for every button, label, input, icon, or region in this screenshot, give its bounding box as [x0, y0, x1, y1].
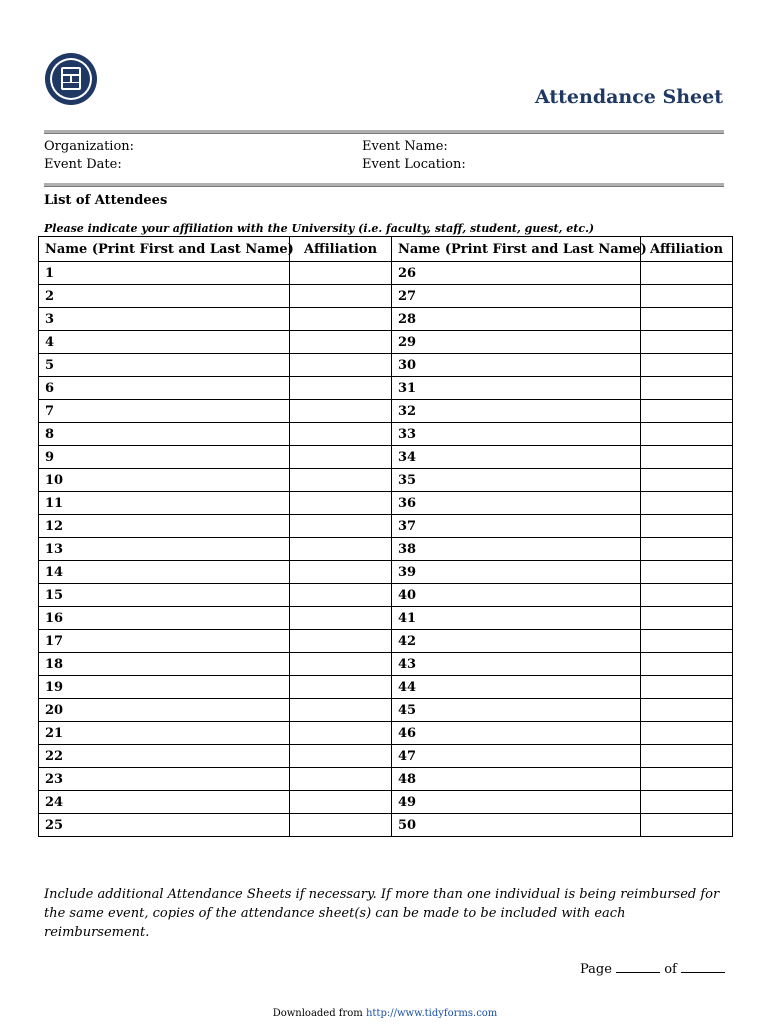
fields-divider — [44, 183, 724, 187]
name-cell[interactable]: 41 — [392, 607, 641, 630]
table-row — [39, 377, 733, 400]
name-cell[interactable]: 12 — [39, 515, 290, 538]
affiliation-cell[interactable] — [290, 492, 392, 515]
event-name-label: Event Name: — [362, 139, 448, 154]
affiliation-cell[interactable] — [290, 331, 392, 354]
name-cell[interactable]: 6 — [39, 377, 290, 400]
affiliation-column-header: Affiliation — [641, 237, 733, 262]
affiliation-cell[interactable] — [641, 699, 733, 722]
organization-label: Organization: — [44, 139, 135, 154]
affiliation-cell[interactable] — [641, 745, 733, 768]
affiliation-cell[interactable] — [641, 538, 733, 561]
name-cell[interactable]: 16 — [39, 607, 290, 630]
name-cell[interactable]: 2 — [39, 285, 290, 308]
affiliation-cell[interactable] — [641, 768, 733, 791]
affiliation-cell[interactable] — [290, 653, 392, 676]
table-row — [39, 745, 733, 768]
name-cell[interactable]: 37 — [392, 515, 641, 538]
name-cell[interactable]: 18 — [39, 653, 290, 676]
table-row — [39, 699, 733, 722]
table-row — [39, 354, 733, 377]
affiliation-cell[interactable] — [641, 492, 733, 515]
name-cell[interactable]: 24 — [39, 791, 290, 814]
name-cell[interactable]: 14 — [39, 561, 290, 584]
name-cell[interactable]: 13 — [39, 538, 290, 561]
name-cell[interactable]: 46 — [392, 722, 641, 745]
affiliation-cell[interactable] — [290, 745, 392, 768]
affiliation-note: Please indicate your affiliation with the University (i.e. faculty, staff, student, guest, etc.) — [44, 222, 595, 235]
name-cell[interactable]: 30 — [392, 354, 641, 377]
name-cell[interactable]: 50 — [392, 814, 641, 837]
name-cell[interactable]: 40 — [392, 584, 641, 607]
name-cell[interactable]: 38 — [392, 538, 641, 561]
table-row — [39, 515, 733, 538]
name-cell[interactable]: 26 — [392, 262, 641, 285]
table-row — [39, 423, 733, 446]
affiliation-cell[interactable] — [290, 561, 392, 584]
affiliation-cell[interactable] — [290, 469, 392, 492]
name-cell[interactable]: 9 — [39, 446, 290, 469]
name-cell[interactable]: 28 — [392, 308, 641, 331]
affiliation-cell[interactable] — [641, 722, 733, 745]
name-cell[interactable]: 1 — [39, 262, 290, 285]
name-cell[interactable]: 22 — [39, 745, 290, 768]
name-cell[interactable]: 25 — [39, 814, 290, 837]
name-cell[interactable]: 43 — [392, 653, 641, 676]
name-cell[interactable]: 21 — [39, 722, 290, 745]
page-label: Page — [580, 962, 612, 977]
table-row — [39, 331, 733, 354]
name-column-header: Name (Print First and Last Name) — [392, 237, 641, 262]
page-total-blank[interactable] — [681, 960, 725, 973]
affiliation-cell[interactable] — [641, 331, 733, 354]
table-row — [39, 768, 733, 791]
affiliation-cell[interactable] — [641, 308, 733, 331]
affiliation-cell[interactable] — [641, 285, 733, 308]
name-cell[interactable]: 7 — [39, 400, 290, 423]
affiliation-cell[interactable] — [290, 308, 392, 331]
affiliation-cell[interactable] — [290, 354, 392, 377]
download-prefix: Downloaded from — [272, 1008, 366, 1019]
affiliation-cell[interactable] — [641, 354, 733, 377]
affiliation-cell[interactable] — [290, 676, 392, 699]
name-cell[interactable]: 3 — [39, 308, 290, 331]
table-row — [39, 561, 733, 584]
name-cell[interactable]: 4 — [39, 331, 290, 354]
table-row — [39, 285, 733, 308]
attendees-table — [38, 236, 733, 837]
affiliation-cell[interactable] — [290, 377, 392, 400]
name-cell[interactable]: 32 — [392, 400, 641, 423]
name-cell[interactable]: 31 — [392, 377, 641, 400]
table-header-row — [39, 237, 733, 262]
affiliation-cell[interactable] — [641, 423, 733, 446]
affiliation-cell[interactable] — [290, 722, 392, 745]
affiliation-cell[interactable] — [641, 515, 733, 538]
table-row — [39, 722, 733, 745]
affiliation-cell[interactable] — [290, 791, 392, 814]
table-row — [39, 814, 733, 837]
name-cell[interactable]: 29 — [392, 331, 641, 354]
affiliation-cell[interactable] — [641, 584, 733, 607]
additional-sheets-note: Include additional Attendance Sheets if necessary. If more than one individual is being reimbursed for the same event, copies of the attendance sheet(s) can be made to be included with each reimbursement. — [44, 887, 720, 940]
name-cell[interactable]: 48 — [392, 768, 641, 791]
name-cell[interactable]: 34 — [392, 446, 641, 469]
affiliation-cell[interactable] — [290, 262, 392, 285]
page-number-field — [580, 960, 725, 977]
name-cell[interactable]: 5 — [39, 354, 290, 377]
university-seal-icon — [44, 52, 98, 106]
affiliation-cell[interactable] — [290, 814, 392, 837]
affiliation-cell[interactable] — [641, 446, 733, 469]
name-cell[interactable]: 19 — [39, 676, 290, 699]
affiliation-cell[interactable] — [290, 446, 392, 469]
table-row — [39, 653, 733, 676]
affiliation-cell[interactable] — [641, 607, 733, 630]
table-row — [39, 791, 733, 814]
tidyforms-link[interactable]: http://www.tidyforms.com — [365, 1008, 498, 1019]
affiliation-cell[interactable] — [290, 768, 392, 791]
affiliation-cell[interactable] — [290, 584, 392, 607]
table-row — [39, 469, 733, 492]
affiliation-cell[interactable] — [290, 538, 392, 561]
of-label: of — [664, 962, 677, 977]
name-cell[interactable]: 8 — [39, 423, 290, 446]
attendees-heading: List of Attendees — [44, 193, 168, 208]
table-row — [39, 676, 733, 699]
affiliation-cell[interactable] — [290, 400, 392, 423]
table-row — [39, 308, 733, 331]
page-title: Attendance Sheet — [534, 86, 723, 108]
affiliation-cell[interactable] — [290, 423, 392, 446]
affiliation-cell[interactable] — [290, 607, 392, 630]
affiliation-cell[interactable] — [641, 676, 733, 699]
table-row — [39, 538, 733, 561]
event-date-label: Event Date: — [44, 157, 122, 172]
top-divider — [44, 130, 724, 134]
affiliation-cell[interactable] — [641, 377, 733, 400]
table-row — [39, 630, 733, 653]
name-cell[interactable]: 20 — [39, 699, 290, 722]
table-row — [39, 446, 733, 469]
affiliation-cell[interactable] — [290, 515, 392, 538]
affiliation-cell[interactable] — [290, 285, 392, 308]
affiliation-cell[interactable] — [641, 400, 733, 423]
affiliation-cell[interactable] — [641, 630, 733, 653]
name-cell[interactable]: 36 — [392, 492, 641, 515]
table-row — [39, 492, 733, 515]
name-cell[interactable]: 17 — [39, 630, 290, 653]
name-cell[interactable]: 42 — [392, 630, 641, 653]
page-number-blank[interactable] — [616, 960, 660, 973]
affiliation-cell[interactable] — [641, 561, 733, 584]
name-cell[interactable]: 44 — [392, 676, 641, 699]
affiliation-cell[interactable] — [641, 791, 733, 814]
table-row — [39, 262, 733, 285]
download-credit — [0, 1008, 770, 1019]
affiliation-cell[interactable] — [641, 814, 733, 837]
name-cell[interactable]: 47 — [392, 745, 641, 768]
name-cell[interactable]: 27 — [392, 285, 641, 308]
affiliation-cell[interactable] — [290, 699, 392, 722]
name-cell[interactable]: 39 — [392, 561, 641, 584]
name-cell[interactable]: 35 — [392, 469, 641, 492]
name-cell[interactable]: 45 — [392, 699, 641, 722]
name-cell[interactable]: 49 — [392, 791, 641, 814]
affiliation-cell[interactable] — [290, 630, 392, 653]
affiliation-cell[interactable] — [641, 469, 733, 492]
affiliation-cell[interactable] — [641, 262, 733, 285]
table-row — [39, 607, 733, 630]
table-row — [39, 584, 733, 607]
name-column-header: Name (Print First and Last Name) — [39, 237, 290, 262]
name-cell[interactable]: 15 — [39, 584, 290, 607]
name-cell[interactable]: 11 — [39, 492, 290, 515]
affiliation-column-header: Affiliation — [290, 237, 392, 262]
name-cell[interactable]: 33 — [392, 423, 641, 446]
table-row — [39, 400, 733, 423]
event-location-label: Event Location: — [362, 157, 466, 172]
name-cell[interactable]: 23 — [39, 768, 290, 791]
name-cell[interactable]: 10 — [39, 469, 290, 492]
affiliation-cell[interactable] — [641, 653, 733, 676]
